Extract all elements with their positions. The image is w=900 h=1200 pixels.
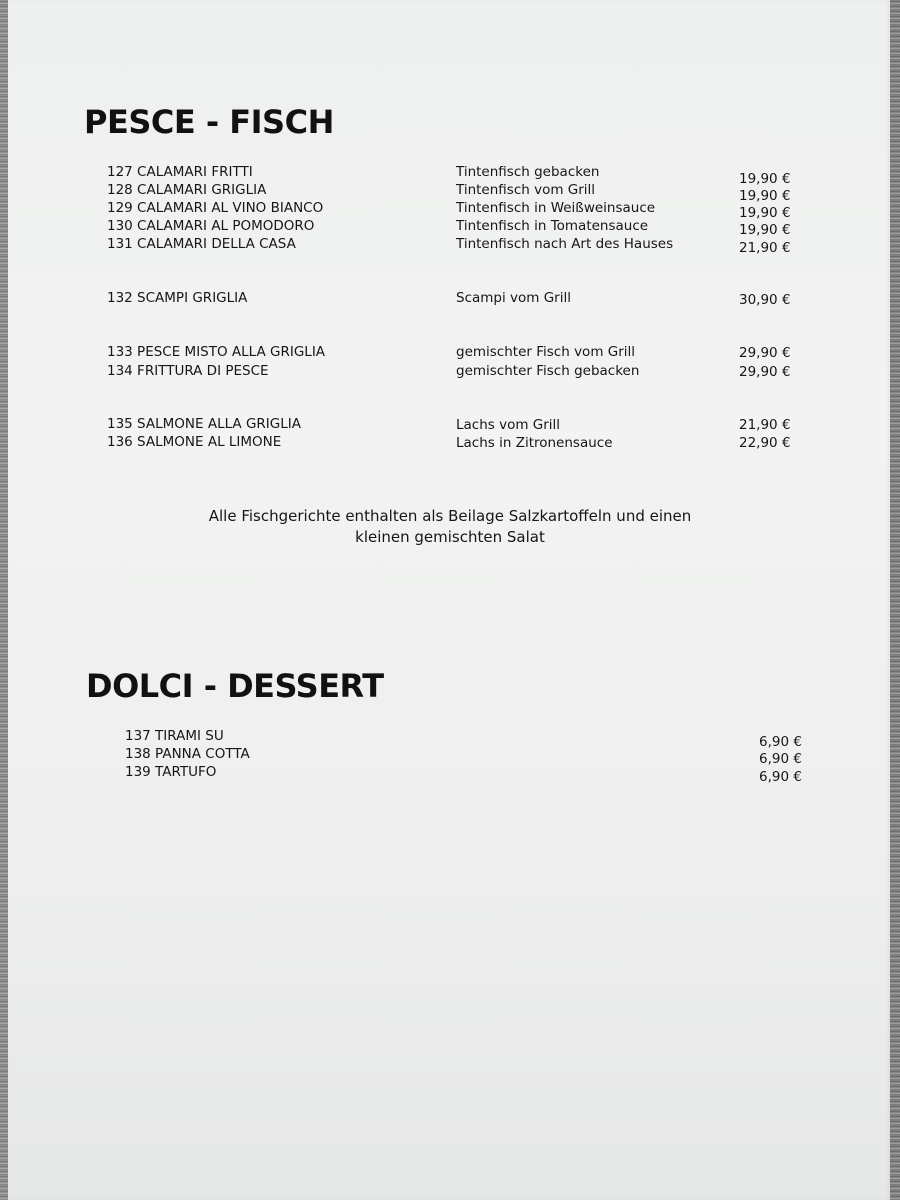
item-price: 30,90 € bbox=[739, 292, 791, 308]
fish-section-title: PESCE - FISCH bbox=[84, 103, 334, 141]
item-name: 128 CALAMARI GRIGLIA bbox=[107, 182, 267, 198]
item-description: Tintenfisch in Weißweinsauce bbox=[456, 200, 656, 216]
menu-item bbox=[0, 199, 900, 221]
item-description: Lachs in Zitronensauce bbox=[456, 435, 613, 451]
item-price: 6,90 € bbox=[759, 734, 802, 750]
item-description: gemischter Fisch gebacken bbox=[456, 363, 640, 379]
item-name: 130 CALAMARI AL POMODORO bbox=[107, 218, 315, 234]
item-price: 22,90 € bbox=[739, 435, 791, 451]
item-price: 21,90 € bbox=[739, 417, 791, 433]
item-name: 127 CALAMARI FRITTI bbox=[107, 164, 253, 180]
item-description: Tintenfisch nach Art des Hauses bbox=[456, 236, 674, 252]
item-description: Tintenfisch gebacken bbox=[456, 164, 600, 180]
item-name: 134 FRITTURA DI PESCE bbox=[107, 363, 269, 379]
item-description: Tintenfisch in Tomatensauce bbox=[456, 218, 649, 234]
menu-item bbox=[0, 763, 900, 785]
menu-item bbox=[0, 745, 900, 767]
menu-item bbox=[0, 217, 900, 238]
item-name: 132 SCAMPI GRIGLIA bbox=[107, 290, 248, 306]
side-dish-note bbox=[150, 506, 750, 548]
item-name: 136 SALMONE AL LIMONE bbox=[107, 434, 282, 450]
menu-item bbox=[0, 181, 900, 204]
item-price: 19,90 € bbox=[739, 188, 791, 204]
item-price: 19,90 € bbox=[739, 171, 791, 187]
menu-item bbox=[0, 289, 900, 307]
item-price: 21,90 € bbox=[739, 240, 791, 256]
item-description: Scampi vom Grill bbox=[456, 290, 571, 306]
item-price: 29,90 € bbox=[739, 345, 791, 361]
note-line: kleinen gemischten Salat bbox=[355, 528, 545, 546]
item-name: 137 TIRAMI SU bbox=[125, 728, 224, 744]
menu-item bbox=[0, 433, 900, 451]
item-price: 19,90 € bbox=[739, 205, 791, 221]
note-line: Alle Fischgerichte enthalten als Beilage Salzkartoffeln und einen bbox=[208, 507, 692, 525]
item-description: Lachs vom Grill bbox=[456, 417, 561, 433]
dessert-section-title: DOLCI - DESSERT bbox=[86, 667, 384, 705]
item-name: 131 CALAMARI DELLA CASA bbox=[107, 236, 296, 252]
menu-item bbox=[0, 727, 900, 750]
item-price: 19,90 € bbox=[739, 222, 791, 238]
menu-item bbox=[0, 163, 900, 187]
item-description: Tintenfisch vom Grill bbox=[456, 182, 596, 198]
menu-item bbox=[0, 235, 900, 256]
item-price: 6,90 € bbox=[759, 769, 802, 785]
menu-item bbox=[0, 362, 900, 380]
item-price: 6,90 € bbox=[759, 751, 802, 767]
item-price: 29,90 € bbox=[739, 364, 791, 380]
item-name: 138 PANNA COTTA bbox=[125, 746, 250, 762]
menu-item bbox=[0, 415, 900, 433]
item-name: 133 PESCE MISTO ALLA GRIGLIA bbox=[107, 344, 326, 360]
item-name: 135 SALMONE ALLA GRIGLIA bbox=[107, 416, 301, 432]
item-name: 129 CALAMARI AL VINO BIANCO bbox=[107, 200, 324, 216]
item-name: 139 TARTUFO bbox=[125, 764, 217, 780]
item-description: gemischter Fisch vom Grill bbox=[456, 344, 636, 360]
menu-item bbox=[0, 343, 900, 361]
